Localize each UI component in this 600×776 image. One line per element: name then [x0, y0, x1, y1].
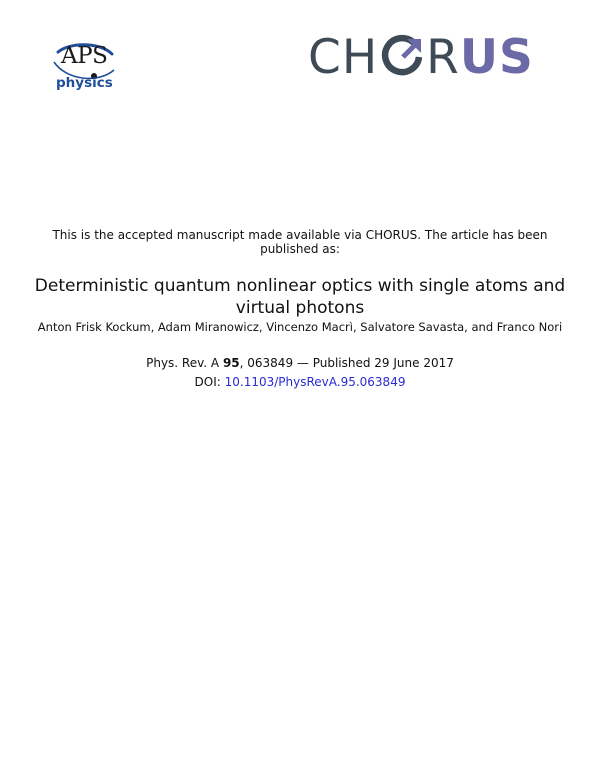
accepted-manuscript-note: This is the accepted manuscript made available via CHORUS. The article has been published as: [52, 228, 548, 256]
aps-physics-logo [50, 40, 120, 98]
doi-link[interactable]: 10.1103/PhysRevA.95.063849 [224, 375, 406, 389]
citation-details: , 063849 — Published 29 June 2017 [239, 356, 454, 370]
doi-line [30, 374, 570, 390]
citation-line [30, 355, 570, 371]
author-list: Anton Frisk Kockum, Adam Miranowicz, Vincenzo Macrì, Salvatore Savasta, and Franco Nori [37, 320, 563, 334]
paper-title: Deterministic quantum nonlinear optics with single atoms and virtual photons [34, 276, 566, 318]
chorus-logo [308, 30, 534, 84]
aps-wordmark: APS [61, 43, 108, 69]
doi-label: DOI: [194, 375, 225, 389]
journal-name: Phys. Rev. A [146, 356, 223, 370]
chorus-wordmark-ch: CH [308, 29, 379, 85]
chorus-arrow-o-icon [379, 34, 425, 80]
chorus-wordmark-us: US [459, 29, 534, 85]
physics-wordmark: physics [56, 75, 113, 91]
chorus-wordmark-r: R [426, 29, 460, 85]
journal-volume: 95 [222, 356, 240, 370]
